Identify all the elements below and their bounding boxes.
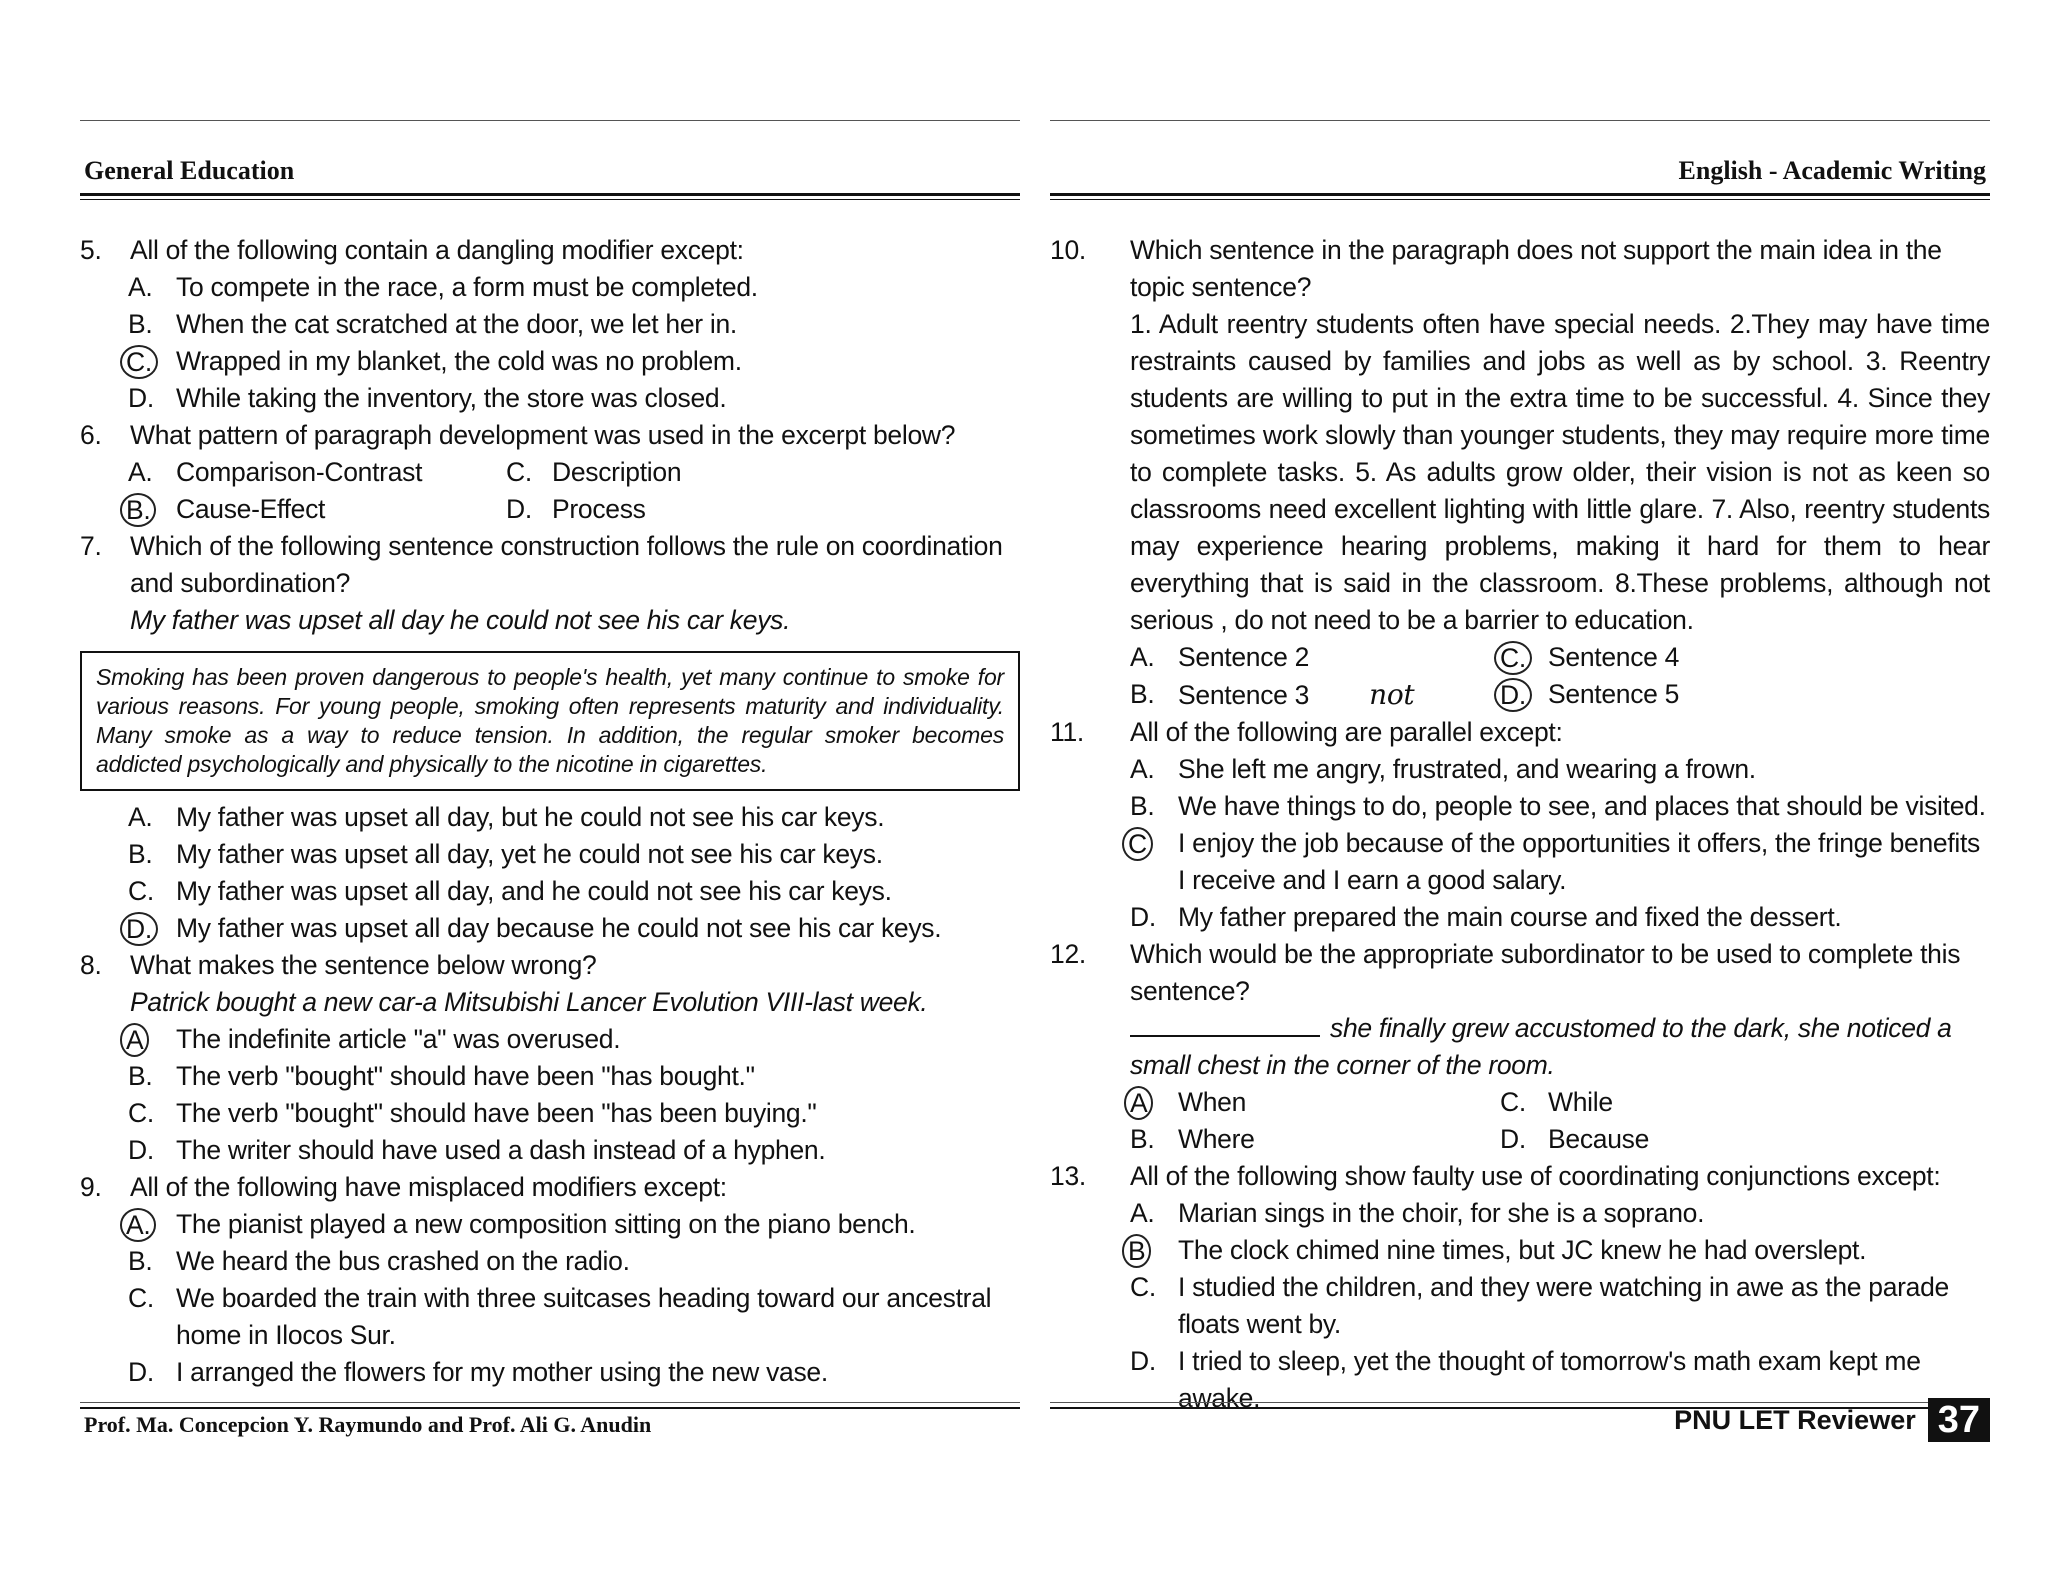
option-letter: A. (1130, 1198, 1155, 1228)
option (1500, 1084, 1870, 1121)
reviewer-label: PNU LET Reviewer (1674, 1404, 1916, 1435)
left-page (80, 0, 1020, 1582)
option-text: We have things to do, people to see, and places that should be visited. (1178, 791, 1986, 821)
excerpt-box: Smoking has been proven dangerous to people's health, yet many continue to smoke for various reasons. For young people, smoking often represents maturity and individuality. Many smoke as a way to reduce tension. In addition, the regular smoker becomes addicted psychologically and physically to the nicotine in cigarettes. (80, 651, 1020, 791)
question-number: 8. (80, 950, 102, 980)
option (80, 269, 1020, 306)
option (80, 799, 1020, 836)
option-row (80, 491, 1020, 528)
option-letter: D. (120, 912, 158, 946)
option-letter: C. (120, 345, 158, 379)
option-letter: A (1124, 1086, 1153, 1120)
question-number: 13. (1050, 1161, 1086, 1191)
question-9 (80, 1169, 1020, 1206)
option (1050, 788, 1990, 825)
question-sentence: My father was upset all day he could not see his car keys. (130, 605, 791, 635)
option (1130, 1121, 1500, 1158)
option (1050, 1269, 1990, 1343)
option-letter: C. (1500, 1087, 1526, 1117)
option (1130, 639, 1500, 676)
option-text: Sentence 2 (1178, 642, 1310, 672)
option-circled (80, 343, 1020, 380)
option-text: I tried to sleep, yet the thought of tomorrow's math exam kept me awake. (1178, 1346, 1921, 1413)
option-letter: C. (1130, 1272, 1156, 1302)
question-13 (1050, 1158, 1990, 1195)
option-letter: D. (1500, 1124, 1526, 1154)
option-text: We boarded the train with three suitcases heading toward our ancestral home in Ilocos Sur. (176, 1283, 992, 1350)
option-letter: B. (1130, 791, 1155, 821)
option-letter: A. (128, 802, 153, 832)
option-letter: C. (128, 876, 154, 906)
option (80, 380, 1020, 417)
option (80, 1132, 1020, 1169)
option-text: Sentence 5 (1548, 679, 1680, 709)
option-column (1500, 1084, 1870, 1158)
option-letter: A. (120, 1208, 156, 1242)
option-letter: C. (128, 1283, 154, 1313)
option-text: Where (1178, 1124, 1255, 1154)
left-content (80, 232, 1020, 1391)
option-text: I arranged the flowers for my mother using the new vase. (176, 1357, 828, 1387)
question-11 (1050, 714, 1990, 751)
option-text: The clock chimed nine times, but JC knew he had overslept. (1178, 1235, 1867, 1265)
question-text: All of the following are parallel except: (1130, 717, 1563, 747)
question-text: All of the following show faulty use of coordinating conjunctions except: (1130, 1161, 1941, 1191)
option-text: Cause-Effect (176, 494, 326, 524)
option-text: I studied the children, and they were watching in awe as the parade floats went by. (1178, 1272, 1949, 1339)
option-letter: A. (1130, 642, 1155, 672)
right-page (1050, 0, 1990, 1582)
question-text: All of the following have misplaced modifiers except: (130, 1172, 727, 1202)
option-letter: B. (120, 493, 156, 527)
option (80, 873, 1020, 910)
option (1050, 751, 1990, 788)
option-letter: A. (128, 457, 153, 487)
option-text: When (1178, 1087, 1247, 1117)
option-circled (1130, 1084, 1500, 1121)
option (80, 454, 506, 491)
option-letter: A. (1130, 754, 1155, 784)
question-sentence: Patrick bought a new car-a Mitsubishi Lancer Evolution VIII-last week. (130, 987, 928, 1017)
right-footer (1674, 1398, 1990, 1442)
option-circled (80, 910, 1020, 947)
option-text: Description (552, 457, 682, 487)
option-letter: D. (128, 383, 154, 413)
option-letter: C. (1494, 641, 1532, 675)
question-sentence-text: she finally grew accustomed to the dark, she noticed a small chest in the corner of the room. (1130, 1013, 1952, 1080)
answer-blank (1130, 1035, 1320, 1037)
right-header: English - Academic Writing (1678, 156, 1986, 185)
option (80, 1095, 1020, 1132)
header-rule (80, 193, 1020, 200)
option-text: The pianist played a new composition sitting on the piano bench. (176, 1209, 916, 1239)
question-number: 9. (80, 1172, 102, 1202)
handwritten-note: not (1369, 678, 1415, 711)
option-text: Wrapped in my blanket, the cold was no problem. (176, 346, 742, 376)
option-letter: B. (128, 839, 153, 869)
option-column (1500, 639, 1870, 714)
question-text: What makes the sentence below wrong? (130, 950, 597, 980)
option (1050, 1195, 1990, 1232)
question-number: 10. (1050, 235, 1086, 265)
option-grid (1050, 1084, 1990, 1158)
question-6 (80, 417, 1020, 454)
option-circled (1050, 825, 1990, 899)
option-text: While taking the inventory, the store was closed. (176, 383, 727, 413)
question-text: Which sentence in the paragraph does not support the main idea in the topic sentence? (1130, 235, 1942, 302)
option-letter: D. (1130, 902, 1156, 932)
option (80, 1354, 1020, 1391)
option-letter: D. (1494, 678, 1532, 712)
top-rule (1050, 120, 1990, 121)
option-text: While (1548, 1087, 1613, 1117)
question-text: What pattern of paragraph development was used in the excerpt below? (130, 420, 956, 450)
top-rule (80, 120, 1020, 121)
option-letter: C. (128, 1098, 154, 1128)
left-footer: Prof. Ma. Concepcion Y. Raymundo and Prof. Ali G. Anudin (84, 1412, 652, 1437)
page-number: 37 (1928, 1398, 1990, 1442)
option-text: When the cat scratched at the door, we let her in. (176, 309, 737, 339)
option-letter: B. (128, 1061, 153, 1091)
option-letter: D. (128, 1135, 154, 1165)
option (80, 306, 1020, 343)
option-circled (80, 1206, 1020, 1243)
question-8 (80, 947, 1020, 984)
question-number: 7. (80, 531, 102, 561)
option-text: Sentence 4 (1548, 642, 1680, 672)
option-circled (1500, 639, 1870, 676)
option-letter: B. (128, 1246, 153, 1276)
option-text: Sentence 3 (1178, 680, 1310, 710)
option-circled (1050, 1232, 1990, 1269)
option-text: My father was upset all day, and he could not see his car keys. (176, 876, 892, 906)
option-text: My father prepared the main course and fixed the dessert. (1178, 902, 1842, 932)
option-text: The indefinite article "a" was overused. (176, 1024, 621, 1054)
option (506, 491, 646, 528)
option (80, 1058, 1020, 1095)
option-letter: A (120, 1023, 149, 1057)
footer-rule (80, 1402, 1020, 1409)
option-text: To compete in the race, a form must be completed. (176, 272, 758, 302)
header-rule (1050, 193, 1990, 200)
option (1130, 676, 1500, 714)
option-circled (1500, 676, 1870, 713)
option-text: Comparison-Contrast (176, 457, 423, 487)
question-10 (1050, 232, 1990, 306)
left-header: General Education (84, 156, 295, 185)
option-letter: B. (128, 309, 153, 339)
option-text: My father was upset all day because he could not see his car keys. (176, 913, 942, 943)
option-circled (80, 1021, 1020, 1058)
option-circled (80, 491, 506, 528)
question-number: 5. (80, 235, 102, 265)
question-paragraph: 1. Adult reentry students often have special needs. 2.They may have time restraints caused by families and jobs as well as by school. 3. Reentry students are willing to put in the extra time to be successful. 4. Since they sometimes work slowly than younger students, they may require more time to complete tasks. 5. As adults grow older, their vision is not as keen so classrooms need excellent lighting with little glare. 7. Also, reentry students may experience hearing problems, making it hard for them to hear everything that is said in the classroom. 8.These problems, although not serious , do not need to be a barrier to education. (1130, 309, 1990, 635)
option-letter: B. (1130, 1124, 1155, 1154)
option-row (80, 454, 1020, 491)
option-text: Process (552, 494, 646, 524)
option-text: She left me angry, frustrated, and wearing a frown. (1178, 754, 1756, 784)
option-text: The verb "bought" should have been "has been buying." (176, 1098, 817, 1128)
option-letter: D. (506, 494, 532, 524)
option-letter: D. (1130, 1346, 1156, 1376)
option-grid (1050, 639, 1990, 714)
question-12 (1050, 936, 1990, 1010)
option-text: My father was upset all day, yet he could not see his car keys. (176, 839, 883, 869)
option-text: I enjoy the job because of the opportunities it offers, the fringe benefits I receive and I earn a good salary. (1178, 828, 1980, 895)
option (1050, 899, 1990, 936)
option-column (1130, 1084, 1500, 1158)
question-text: Which would be the appropriate subordinator to be used to complete this sentence? (1130, 939, 1961, 1006)
option-text: Because (1548, 1124, 1650, 1154)
question-text: Which of the following sentence construction follows the rule on coordination and subordination? (130, 531, 1003, 598)
option-letter: A. (128, 272, 153, 302)
question-number: 11. (1050, 717, 1084, 747)
option-letter: C (1122, 827, 1153, 861)
question-7 (80, 528, 1020, 602)
question-number: 6. (80, 420, 102, 450)
option-letter: B. (1130, 679, 1155, 709)
option-text: The writer should have used a dash instead of a hyphen. (176, 1135, 826, 1165)
option (80, 836, 1020, 873)
option (80, 1280, 1020, 1354)
option-text: The verb "bought" should have been "has bought." (176, 1061, 755, 1091)
option-letter: B (1122, 1234, 1151, 1268)
option (80, 1243, 1020, 1280)
option-letter: C. (506, 457, 532, 487)
question-sentence (1050, 1010, 1990, 1084)
right-content (1050, 232, 1990, 1417)
option-text: My father was upset all day, but he could not see his car keys. (176, 802, 885, 832)
option-text: We heard the bus crashed on the radio. (176, 1246, 630, 1276)
option-letter: D. (128, 1357, 154, 1387)
option (506, 454, 681, 491)
option-column (1130, 639, 1500, 714)
question-5 (80, 232, 1020, 269)
option (1500, 1121, 1870, 1158)
question-text: All of the following contain a dangling modifier except: (130, 235, 744, 265)
question-number: 12. (1050, 939, 1086, 969)
option-text: Marian sings in the choir, for she is a soprano. (1178, 1198, 1705, 1228)
